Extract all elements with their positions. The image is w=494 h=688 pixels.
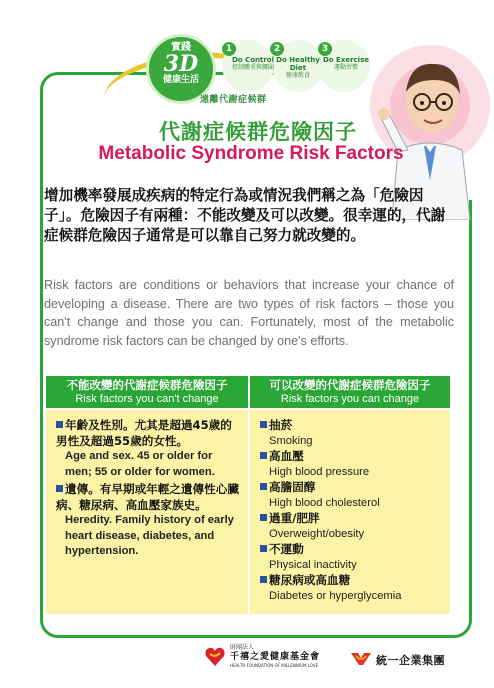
step-3-en: Do Exercise [322, 56, 370, 64]
list-item-zh: 過重/肥胖 [269, 511, 320, 525]
list-item [260, 573, 444, 589]
bullet-icon [260, 514, 267, 521]
footer-logos [200, 644, 470, 674]
list-item-en: Smoking [269, 434, 313, 447]
can-change-column [250, 376, 450, 614]
bullet-icon [56, 421, 63, 428]
foundation-en: HEALTH FOUNDATION OF MILLENNIUM LOVE [230, 663, 319, 668]
step-1-zh: 控制體重與腰圍 [231, 64, 274, 71]
list-item-en: Physical inactivity [269, 558, 357, 571]
foundation-name: 千禧之愛健康基金會 [230, 652, 321, 662]
list-item-zh: 遺傳。有早期或年輕之遺傳性心臟病、糖尿病、高血壓家族史。 [56, 482, 239, 512]
badge-line1: 實踐 [171, 42, 191, 53]
list-item-en: Diabetes or hyperglycemia [269, 589, 402, 602]
step-3-zh: 運動習慣 [333, 64, 358, 71]
can-change-body [250, 410, 450, 614]
bullet-icon [260, 421, 267, 428]
list-item-zh: 不運動 [269, 542, 304, 556]
foundation-small: 財團法人 [230, 644, 255, 651]
intro-english: Risk factors are conditions or behaviors that increase your chance of developing a disease. There are two types of risk factors – those you can't change and those you can. Fortunately, most of the metabolic syndrome risk factors can be changed by one's efforts. [44, 278, 454, 348]
list-item-en: Heredity. Family history of early heart disease, diabetes, and hypertension. [65, 514, 234, 557]
list-item [56, 482, 242, 513]
risk-factor-table [46, 376, 450, 614]
step-1-number: 1 [222, 42, 236, 56]
can-change-header-zh: 可以改變的代謝症候群危險因子 [269, 378, 431, 392]
intro-chinese: 增加機率發展成疾病的特定行為或情況我們稱之為「危險因子」。危險因子有兩種：不能改變及可以改變。很幸運的，代謝症候群危險因子通常是可以靠自己努力就改變的。 [44, 187, 446, 244]
bullet-icon [260, 452, 267, 459]
list-item [56, 418, 242, 449]
foundation-logo-text [230, 644, 320, 669]
cant-change-body [46, 410, 248, 614]
badge-line2: 3D [163, 51, 199, 77]
list-item [260, 480, 444, 496]
list-item-zh: 高膽固醇 [269, 480, 316, 494]
cant-change-column [46, 376, 248, 614]
can-change-header-en: Risk factors you can change [280, 393, 420, 405]
uni-president-name: 統一企業集團 [376, 654, 445, 667]
cant-change-header-zh: 不能改變的代謝症候群危險因子 [66, 378, 228, 392]
list-item-en: High blood pressure [269, 465, 370, 478]
uni-president-logo-icon [350, 650, 372, 668]
cant-change-header [46, 376, 248, 408]
step-1-en: Do Control [232, 56, 274, 64]
list-item-en: High blood cholesterol [269, 496, 380, 509]
step-2-en: Do Healthy Diet [276, 56, 320, 72]
list-item [260, 511, 444, 527]
list-item-zh: 年齡及性別。尤其是超過45歲的男性及超過55歲的女性。 [56, 418, 232, 448]
step-2-zh: 健康飲食 [285, 72, 310, 79]
bullet-icon [260, 576, 267, 583]
list-item [260, 449, 444, 465]
list-item-zh: 高血壓 [269, 449, 304, 463]
list-item-zh: 抽菸 [269, 418, 293, 432]
title-english: Metabolic Syndrome Risk Factors [98, 143, 404, 164]
heart-logo-icon [204, 646, 226, 668]
bullet-icon [260, 483, 267, 490]
bullet-icon [56, 485, 63, 492]
badge-line3: 健康生活 [162, 75, 199, 85]
list-item-en: Overweight/obesity [269, 527, 365, 540]
header-subtitle: 遠離代謝症候群 [200, 95, 267, 105]
can-change-header [250, 376, 450, 408]
list-item [260, 542, 444, 558]
step-3-number: 3 [318, 42, 332, 56]
step-3 [318, 42, 374, 72]
bullet-icon [260, 545, 267, 552]
list-item-zh: 糖尿病或高血糖 [269, 573, 351, 587]
list-item [260, 418, 444, 434]
step-2-number: 2 [270, 42, 284, 56]
cant-change-header-en: Risk factors you can't change [75, 393, 219, 405]
title-chinese: 代謝症候群危險因子 [159, 120, 357, 144]
list-item-en: Age and sex. 45 or older for men; 55 or older for women. [65, 450, 215, 478]
